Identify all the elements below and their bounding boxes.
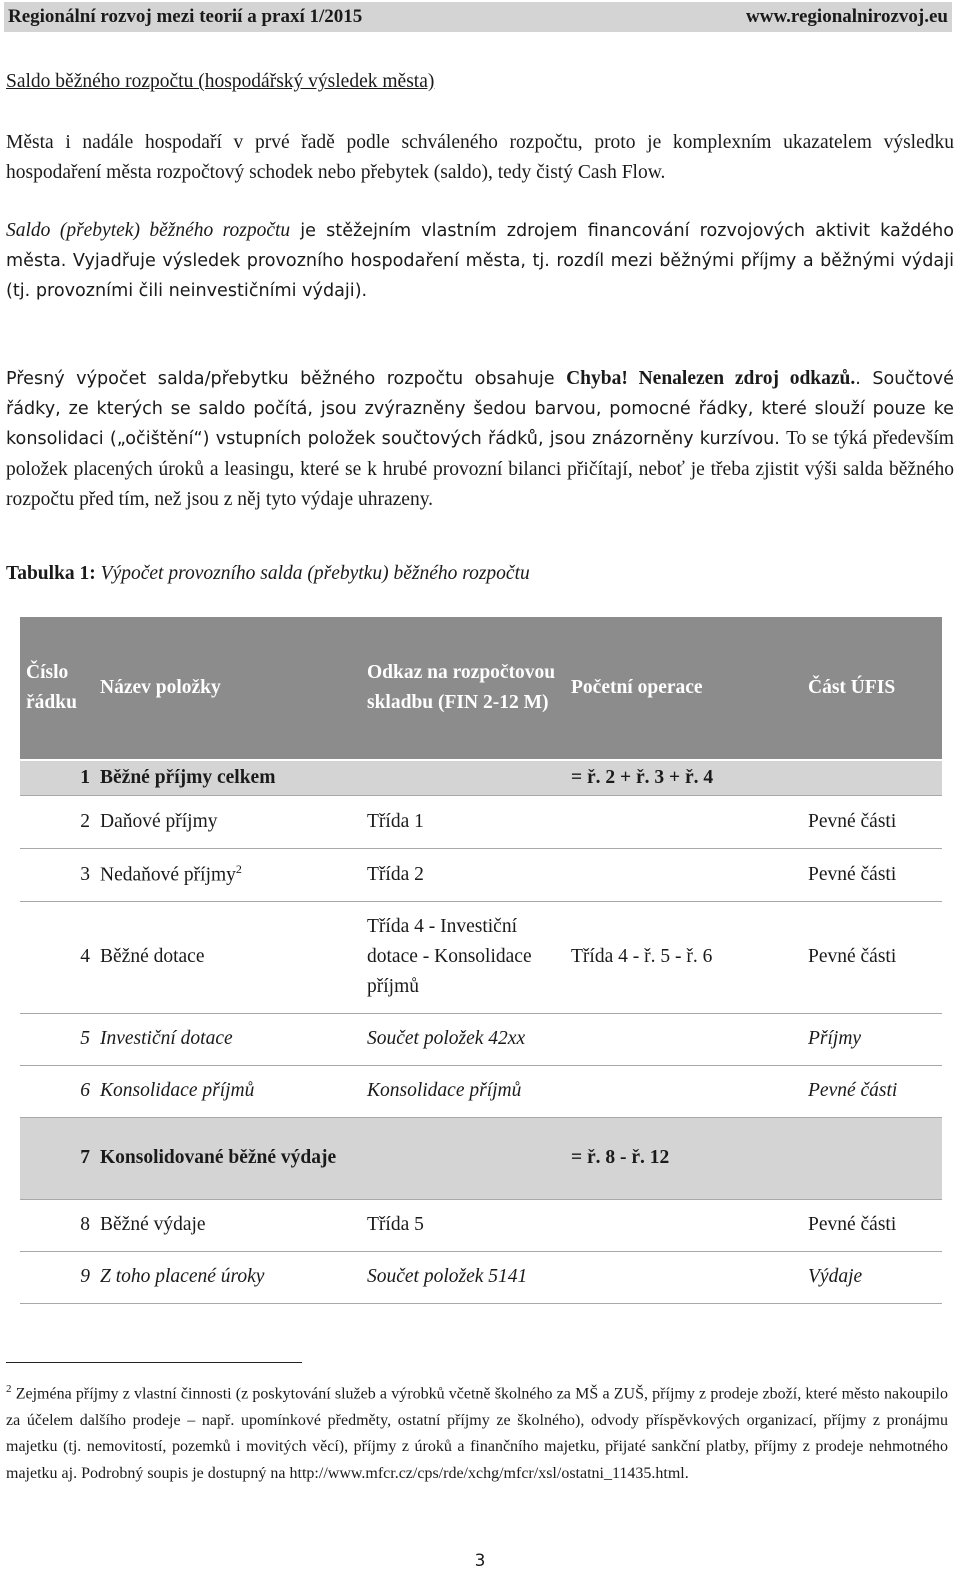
table-row <box>20 1013 942 1065</box>
header-ufis-part: Část ÚFIS <box>802 617 942 759</box>
footnote-marker: 2 <box>235 862 242 877</box>
budget-reference <box>361 761 565 795</box>
operation: = ř. 2 + ř. 3 + ř. 4 <box>565 761 802 795</box>
ufis-part: Pevné části <box>802 795 942 848</box>
item-name <box>94 848 361 901</box>
operation: Třída 4 - ř. 5 - ř. 6 <box>565 901 802 1013</box>
operation <box>565 1065 802 1117</box>
operation: = ř. 8 - ř. 12 <box>565 1117 802 1199</box>
budget-reference: Třída 4 - Investiční dotace - Konsolidace příjmů <box>361 901 565 1013</box>
ufis-part <box>802 761 942 795</box>
paragraph-2-rest-1: je stěžejním vlastním zdrojem financování rozvojových aktivit každého města. <box>6 221 954 272</box>
table-row <box>20 1199 942 1251</box>
table-header-row <box>20 617 942 759</box>
budget-reference: Součet položek 5141 <box>361 1251 565 1303</box>
section-title: Saldo běžného rozpočtu (hospodářský výsledek města) <box>6 71 435 92</box>
journal-url: www.regionalnirozvoj.eu <box>746 6 948 27</box>
footnote-separator <box>6 1362 302 1363</box>
operation <box>565 795 802 848</box>
footnote-text: Zejména příjmy z vlastní činnosti (z poskytování služeb a výrobků včetně školného za MŠ a ZUŠ, příjmy z prodeje zboží, které město nakoupilo za účelem dalšího prodeje – např. upomínkové předměty, ostatní příjmy ze školného), odvody příspěvkových organizací, příjmy z pronájmu majetku (tj. nemovitostí, pozemků i movitých věcí), příjmy z úroků a finančního majetku, přijaté sankční platby, příjmy z prodeje nehmotného majetku aj. Podrobný soupis je dostupný na http://www.mfcr.cz/cps/rde/xchg/mfcr/xsl/ostatni_11435.html. <box>6 1385 948 1482</box>
footnote <box>6 1376 948 1487</box>
item-name: Běžné výdaje <box>94 1199 361 1251</box>
budget-reference: Konsolidace příjmů <box>361 1065 565 1117</box>
budget-reference: Třída 2 <box>361 848 565 901</box>
row-number: 5 <box>20 1013 94 1065</box>
table-row <box>20 848 942 901</box>
table-caption <box>6 563 530 585</box>
paragraph-3-part-1: Přesný výpočet salda/přebytku běžného rozpočtu obsahuje <box>6 369 567 389</box>
ufis-part: Příjmy <box>802 1013 942 1065</box>
header-budget-reference: Odkaz na rozpočtovou skladbu (FIN 2-12 M) <box>361 617 565 759</box>
table-row <box>20 1251 942 1303</box>
table-row <box>20 1065 942 1117</box>
row-number: 9 <box>20 1251 94 1303</box>
table-row <box>20 795 942 848</box>
paragraph-3-part-2: . Součtové řádky, ze kterých se saldo počítá, jsou zvýrazněny šedou barvou, pomocné řádky, které slouží pouze ke konsolidaci („očištění“) vstupních položek součtových řádků, jsou znázorněny kurzívou. <box>6 369 955 450</box>
ufis-part: Pevné části <box>802 848 942 901</box>
budget-reference <box>361 1117 565 1199</box>
broken-reference: Chyba! Nenalezen zdroj odkazů. <box>566 368 856 389</box>
budget-reference: Součet položek 42xx <box>361 1013 565 1065</box>
item-name: Konsolidace příjmů <box>94 1065 361 1117</box>
header-row-number: Číslo řádku <box>20 617 94 759</box>
paragraph-3-part-3: To se týká především položek placených úroků a leasingu, které se k hrubé provozní bilanci přičítají, neboť je třeba zjistit výši salda běžného rozpočtu před tím, než jsou z něj tyto výdaje uhrazeny. <box>6 428 954 510</box>
operation <box>565 1251 802 1303</box>
row-number: 1 <box>20 761 94 795</box>
paragraph-2-italic: Saldo (přebytek) běžného rozpočtu <box>6 220 291 241</box>
footnote-number: 2 <box>6 1383 12 1395</box>
item-name: Z toho placené úroky <box>94 1251 361 1303</box>
ufis-part: Pevné části <box>802 901 942 1013</box>
budget-reference: Třída 1 <box>361 795 565 848</box>
row-number: 4 <box>20 901 94 1013</box>
operation <box>565 848 802 901</box>
ufis-part <box>802 1117 942 1199</box>
paragraph-2-rest-2: Vyjadřuje výsledek provozního hospodaření města, tj. rozdíl mezi běžnými příjmy a běžnými výdaji (tj. provozními čili neinvestičními výdaji). <box>6 251 954 302</box>
paragraph-2 <box>6 216 954 307</box>
row-number: 8 <box>20 1199 94 1251</box>
ufis-part: Výdaje <box>802 1251 942 1303</box>
item-name: Investiční dotace <box>94 1013 361 1065</box>
paragraph-1: Města i nadále hospodaří v prvé řadě podle schváleného rozpočtu, proto je komplexním ukazatelem výsledku hospodaření města rozpočtový schodek nebo přebytek (saldo), tedy čistý Cash Flow. <box>6 132 954 184</box>
item-name: Běžné příjmy celkem <box>94 761 361 795</box>
paragraph-3 <box>6 364 954 515</box>
table-row <box>20 1117 942 1199</box>
header-item-name: Název položky <box>94 617 361 759</box>
item-name: Běžné dotace <box>94 901 361 1013</box>
page-header <box>4 2 952 32</box>
row-number: 2 <box>20 795 94 848</box>
operation <box>565 1013 802 1065</box>
row-number: 3 <box>20 848 94 901</box>
item-name-text: Nedaňové příjmy <box>100 864 236 886</box>
page-number: 3 <box>474 1551 486 1571</box>
table-caption-text: Výpočet provozního salda (přebytku) běžného rozpočtu <box>100 563 530 584</box>
journal-title: Regionální rozvoj mezi teorií a praxí 1/2015 <box>8 6 363 27</box>
header-operation: Početní operace <box>565 617 802 759</box>
ufis-part: Pevné části <box>802 1065 942 1117</box>
item-name: Konsolidované běžné výdaje <box>94 1117 361 1199</box>
operation <box>565 1199 802 1251</box>
calculation-table <box>20 617 942 1304</box>
budget-reference: Třída 5 <box>361 1199 565 1251</box>
table-row <box>20 761 942 795</box>
ufis-part: Pevné části <box>802 1199 942 1251</box>
row-number: 7 <box>20 1117 94 1199</box>
row-number: 6 <box>20 1065 94 1117</box>
table-row <box>20 901 942 1013</box>
item-name: Daňové příjmy <box>94 795 361 848</box>
table-caption-label: Tabulka 1: <box>6 563 96 584</box>
